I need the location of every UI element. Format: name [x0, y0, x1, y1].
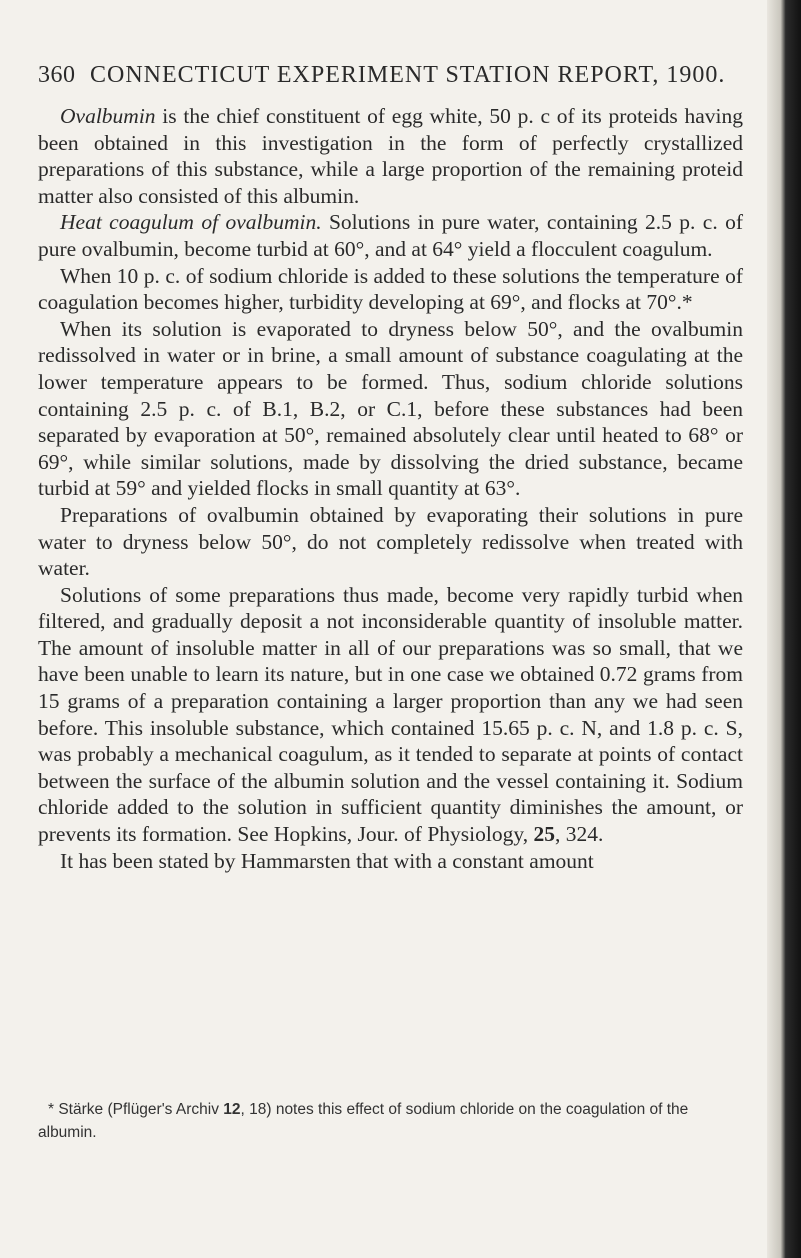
paragraph-text: Solutions in pure water, containing 2.5 p. c. of pure ovalbumin, become turbid at 60°, and at 64° yield a flocculent coagulum. [38, 210, 744, 261]
paragraph-sodium-chloride: When 10 p. c. of sodium chloride is added to these solutions the temperature of coagulation becomes higher, turbidity developing at 69°, and flocks at 70°.* [38, 263, 743, 315]
footnote-volume: 12 [223, 1101, 241, 1118]
volume-number: 25 [533, 822, 555, 847]
page-number: 360 [38, 62, 76, 88]
paragraph-text: Solutions of some preparations thus made, become very rapidly turbid when filtered, and gradually deposit a not inconsiderable quantity of insoluble matter. The amount of insoluble matter in all of our preparations was so small, that we have been unable to learn its nature, but in one case we obtained 0.72 grams from 15 grams of a preparation containing a larger proportion than any we had seen before. This insoluble substance, which contained 15.65 p. c. N, and 1.8 p. c. S, was probably a mechanical coagulum, as it tended to separate at points of contact between the surface of the albumin solution and the vessel containing it. Sodium chloride added to the solution in sufficient quantity diminishes the amount, or prevents its formation. See Hopkins, Jour. of Physiology, [38, 582, 743, 847]
footnote-text [38, 1098, 743, 1144]
paragraph-preparations: Preparations of ovalbumin obtained by evaporating their solutions in pure water to dryness below 50°, do not completely redissolve when treated with water. [38, 502, 743, 581]
paragraph-text: is the chief constituent of egg white, 50 p. c of its proteids having been obtained in this investigation in the form of perfectly crystallized preparations of this substance, while a large proportion of the remaining proteid matter also consisted of this albumin. [38, 104, 743, 208]
paragraph-insoluble-matter [38, 582, 743, 848]
paragraph-hammarsten: It has been stated by Hammarsten that with a constant amount [60, 848, 594, 873]
paragraph-text: , 324. [554, 822, 604, 847]
page-header [38, 62, 725, 89]
paragraph-heat-coagulum [38, 209, 743, 262]
page-binding-edge [767, 0, 801, 1258]
paragraph-evaporation: When its solution is evaporated to dryness below 50°, and the ovalbumin redissolved in water or in brine, a small amount of substance coagulating at the lower temperature appears to be formed. Thus, sodium chloride solutions containing 2.5 p. c. of B.1, B.2, or C.1, before these substances had been separated by evaporation at 50°, remained absolutely clear until heated to 68° or 69°, while similar solutions, made by dissolving the dried substance, became turbid at 59° and yielded flocks in small quantity at 63°. [38, 316, 743, 501]
body-text [38, 103, 743, 874]
running-title: CONNECTICUT EXPERIMENT STATION REPORT, 1900. [90, 62, 726, 88]
footnote-after: , 18) notes this effect of sodium chloride on the coagulation of the albumin. [38, 1101, 689, 1141]
term-heat-coagulum: Heat coagulum of ovalbumin. [60, 210, 322, 235]
paragraph-ovalbumin-intro [38, 103, 743, 209]
footnote-before: * Stärke (Pflüger's Archiv [48, 1101, 224, 1118]
footnote [38, 1098, 743, 1144]
term-ovalbumin: Ovalbumin [60, 104, 156, 128]
